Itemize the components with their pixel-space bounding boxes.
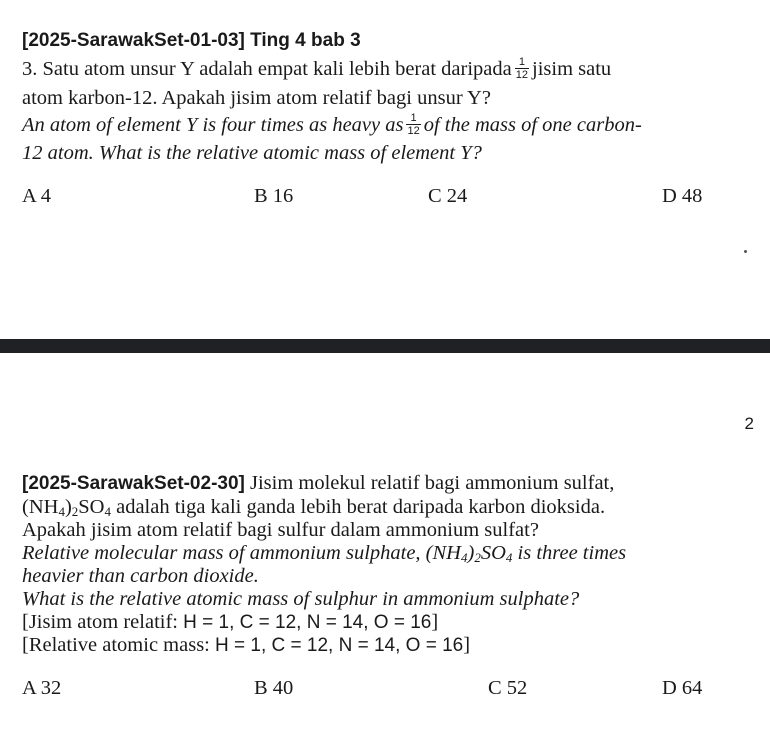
- q2-option-d[interactable]: D 64: [662, 677, 703, 699]
- q2-line7: [Jisim atom relatif: H = 1, C = 12, N = 14, O = 16]: [22, 611, 439, 633]
- q1-malay-text-b: jisim satu: [532, 58, 612, 80]
- q2-option-b[interactable]: B 40: [254, 677, 294, 699]
- q1-option-a[interactable]: A 4: [22, 185, 52, 207]
- q1-malay-line2: atom karbon-12. Apakah jisim atom relatif bagi unsur Y?: [22, 87, 491, 109]
- q1-english-line2: 12 atom. What is the relative atomic mass of element Y?: [22, 142, 482, 164]
- q1-malay-line1: [22, 57, 611, 83]
- q1-english-text-b: of the mass of one carbon-: [423, 114, 642, 136]
- stray-mark: [744, 250, 747, 253]
- q2-line8: [Relative atomic mass: H = 1, C = 12, N = 14, O = 16]: [22, 634, 471, 656]
- page-number: 2: [744, 414, 754, 433]
- q2-line5: heavier than carbon dioxide.: [22, 565, 259, 587]
- q2-line2: $(NH_4)_2SO_4$ adalah tiga kali ganda lebih berat daripada karbon dioksida.: [22, 496, 606, 519]
- q1-tag: [2025-SarawakSet-01-03]: [22, 30, 245, 51]
- q1-option-c[interactable]: C 24: [428, 185, 468, 207]
- q2-tag: [2025-SarawakSet-02-30]: [22, 473, 245, 494]
- q2-line6: What is the relative atomic mass of sulphur in ammonium sulphate?: [22, 588, 580, 610]
- q2-option-a[interactable]: A 32: [22, 677, 62, 699]
- q1-fraction: $\frac{1}{12}$: [515, 55, 528, 81]
- q1-malay-text-a: 3. Satu atom unsur Y adalah empat kali lebih berat daripada: [22, 58, 512, 80]
- q2-line4: Relative molecular mass of ammonium sulphate, $(NH_4)_2SO_4$ is three times: [22, 542, 627, 565]
- q1-option-b[interactable]: B 16: [254, 185, 294, 207]
- page-divider: [0, 339, 770, 353]
- q1-tag-suffix: Ting 4 bab 3: [244, 30, 361, 51]
- q1-option-d[interactable]: D 48: [662, 185, 703, 207]
- q2-line1: [2025-SarawakSet-02-30] Jisim molekul relatif bagi ammonium sulfat,: [22, 472, 615, 494]
- q1-header: [22, 28, 361, 53]
- q2-line3: Apakah jisim atom relatif bagi sulfur dalam ammonium sulfat?: [22, 519, 539, 541]
- q2-option-c[interactable]: C 52: [488, 677, 528, 699]
- q1-english-text-a: An atom of element Y is four times as heavy as: [22, 114, 404, 136]
- q1-english-fraction: $\frac{1}{12}$: [407, 111, 420, 137]
- q1-english-line1: [22, 113, 642, 139]
